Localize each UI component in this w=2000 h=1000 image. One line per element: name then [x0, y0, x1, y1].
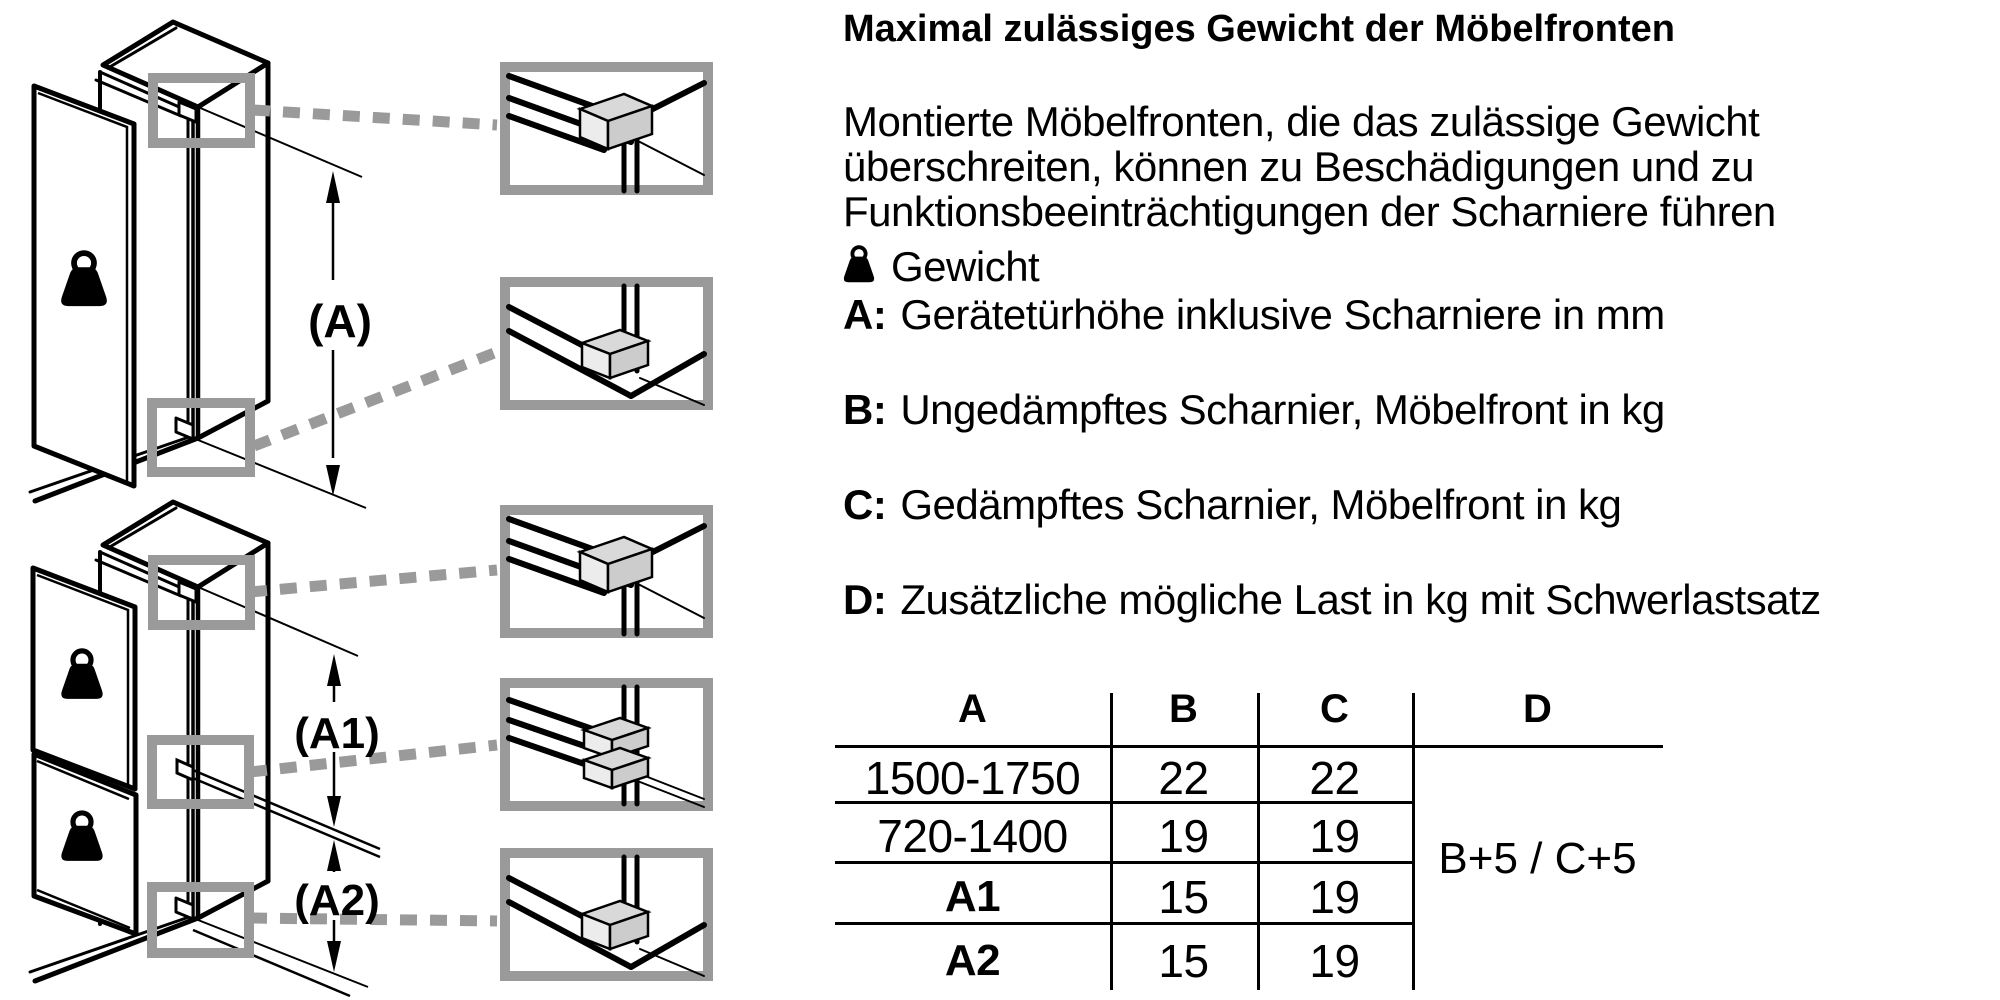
page-title: Maximal zulässiges Gewicht der Möbelfronten: [843, 8, 1675, 50]
hinge-detail-box-bottom: [505, 282, 708, 405]
table-cell-d-merged: B+5 / C+5: [1438, 834, 1637, 883]
legend-key: C:: [843, 481, 887, 528]
table-header-c: C: [1320, 687, 1349, 731]
legend-key: A:: [843, 291, 887, 338]
table-cell: 19: [1309, 935, 1360, 987]
hinge-detail-box-top: [505, 510, 708, 634]
table-header-b: B: [1169, 687, 1198, 731]
figure-single-door: [30, 22, 708, 508]
legend-item-a: [843, 291, 1665, 339]
intro-paragraph: Montierte Möbelfronten, die das zulässige Gewicht überschreiten, können zu Beschädigungen und zu Funktionsbeeinträchtigungen der Scharniere führen: [843, 98, 1776, 235]
table-cell: A1: [944, 872, 1001, 921]
dim-label-a1: (A1): [294, 709, 380, 758]
dim-label-a2: (A2): [294, 876, 380, 925]
table-cell: 22: [1158, 752, 1209, 804]
table-rule: [835, 745, 1663, 748]
table-cell: 19: [1309, 810, 1360, 862]
zoom-connector-line: [253, 110, 497, 125]
furniture-front-panel: [34, 86, 134, 486]
legend-text: Gerätetürhöhe inklusive Scharniere in mm: [900, 291, 1665, 338]
table-cell: 15: [1158, 935, 1209, 987]
table-cell: 19: [1309, 871, 1360, 923]
zoom-connector-line: [254, 352, 497, 446]
furniture-front-upper: [33, 568, 135, 789]
weight-icon: [843, 244, 875, 290]
hinge-detail-box-bottom: [505, 853, 708, 976]
weight-table: [835, 675, 1680, 1000]
extension-line: [193, 930, 350, 996]
hinge-detail-box-middle: [505, 683, 708, 807]
legend-item-d: [843, 576, 1821, 624]
middle-hinge-bracket: [177, 760, 193, 780]
extension-line: [188, 776, 380, 857]
legend-text: Ungedämpftes Scharnier, Möbelfront in kg: [900, 386, 1665, 433]
table-header-a: A: [958, 687, 987, 731]
legend-key: D:: [843, 576, 887, 623]
legend-item-c: [843, 481, 1621, 529]
installation-diagram: [0, 0, 820, 1000]
table-cell: 15: [1158, 871, 1209, 923]
hinge-detail-box-top: [505, 67, 708, 191]
zoom-connector-line: [250, 570, 497, 592]
table-header-d: D: [1523, 687, 1552, 731]
legend-text: Gedämpftes Scharnier, Möbelfront in kg: [900, 481, 1622, 528]
legend-text: Zusätzliche mögliche Last in kg mit Schwerlastsatz: [900, 576, 1821, 623]
table-cell: 720-1400: [877, 810, 1068, 862]
legend-item-b: [843, 386, 1665, 434]
figure-two-door: [30, 502, 708, 996]
legend-key: B:: [843, 386, 887, 433]
table-cell: 22: [1309, 752, 1360, 804]
table-cell: 1500-1750: [864, 752, 1081, 804]
dim-label-a: (A): [308, 295, 372, 347]
weight-legend-row: [843, 243, 1039, 291]
weight-label: Gewicht: [891, 243, 1040, 290]
table-cell: 19: [1158, 810, 1209, 862]
table-cell: A2: [944, 936, 1001, 985]
